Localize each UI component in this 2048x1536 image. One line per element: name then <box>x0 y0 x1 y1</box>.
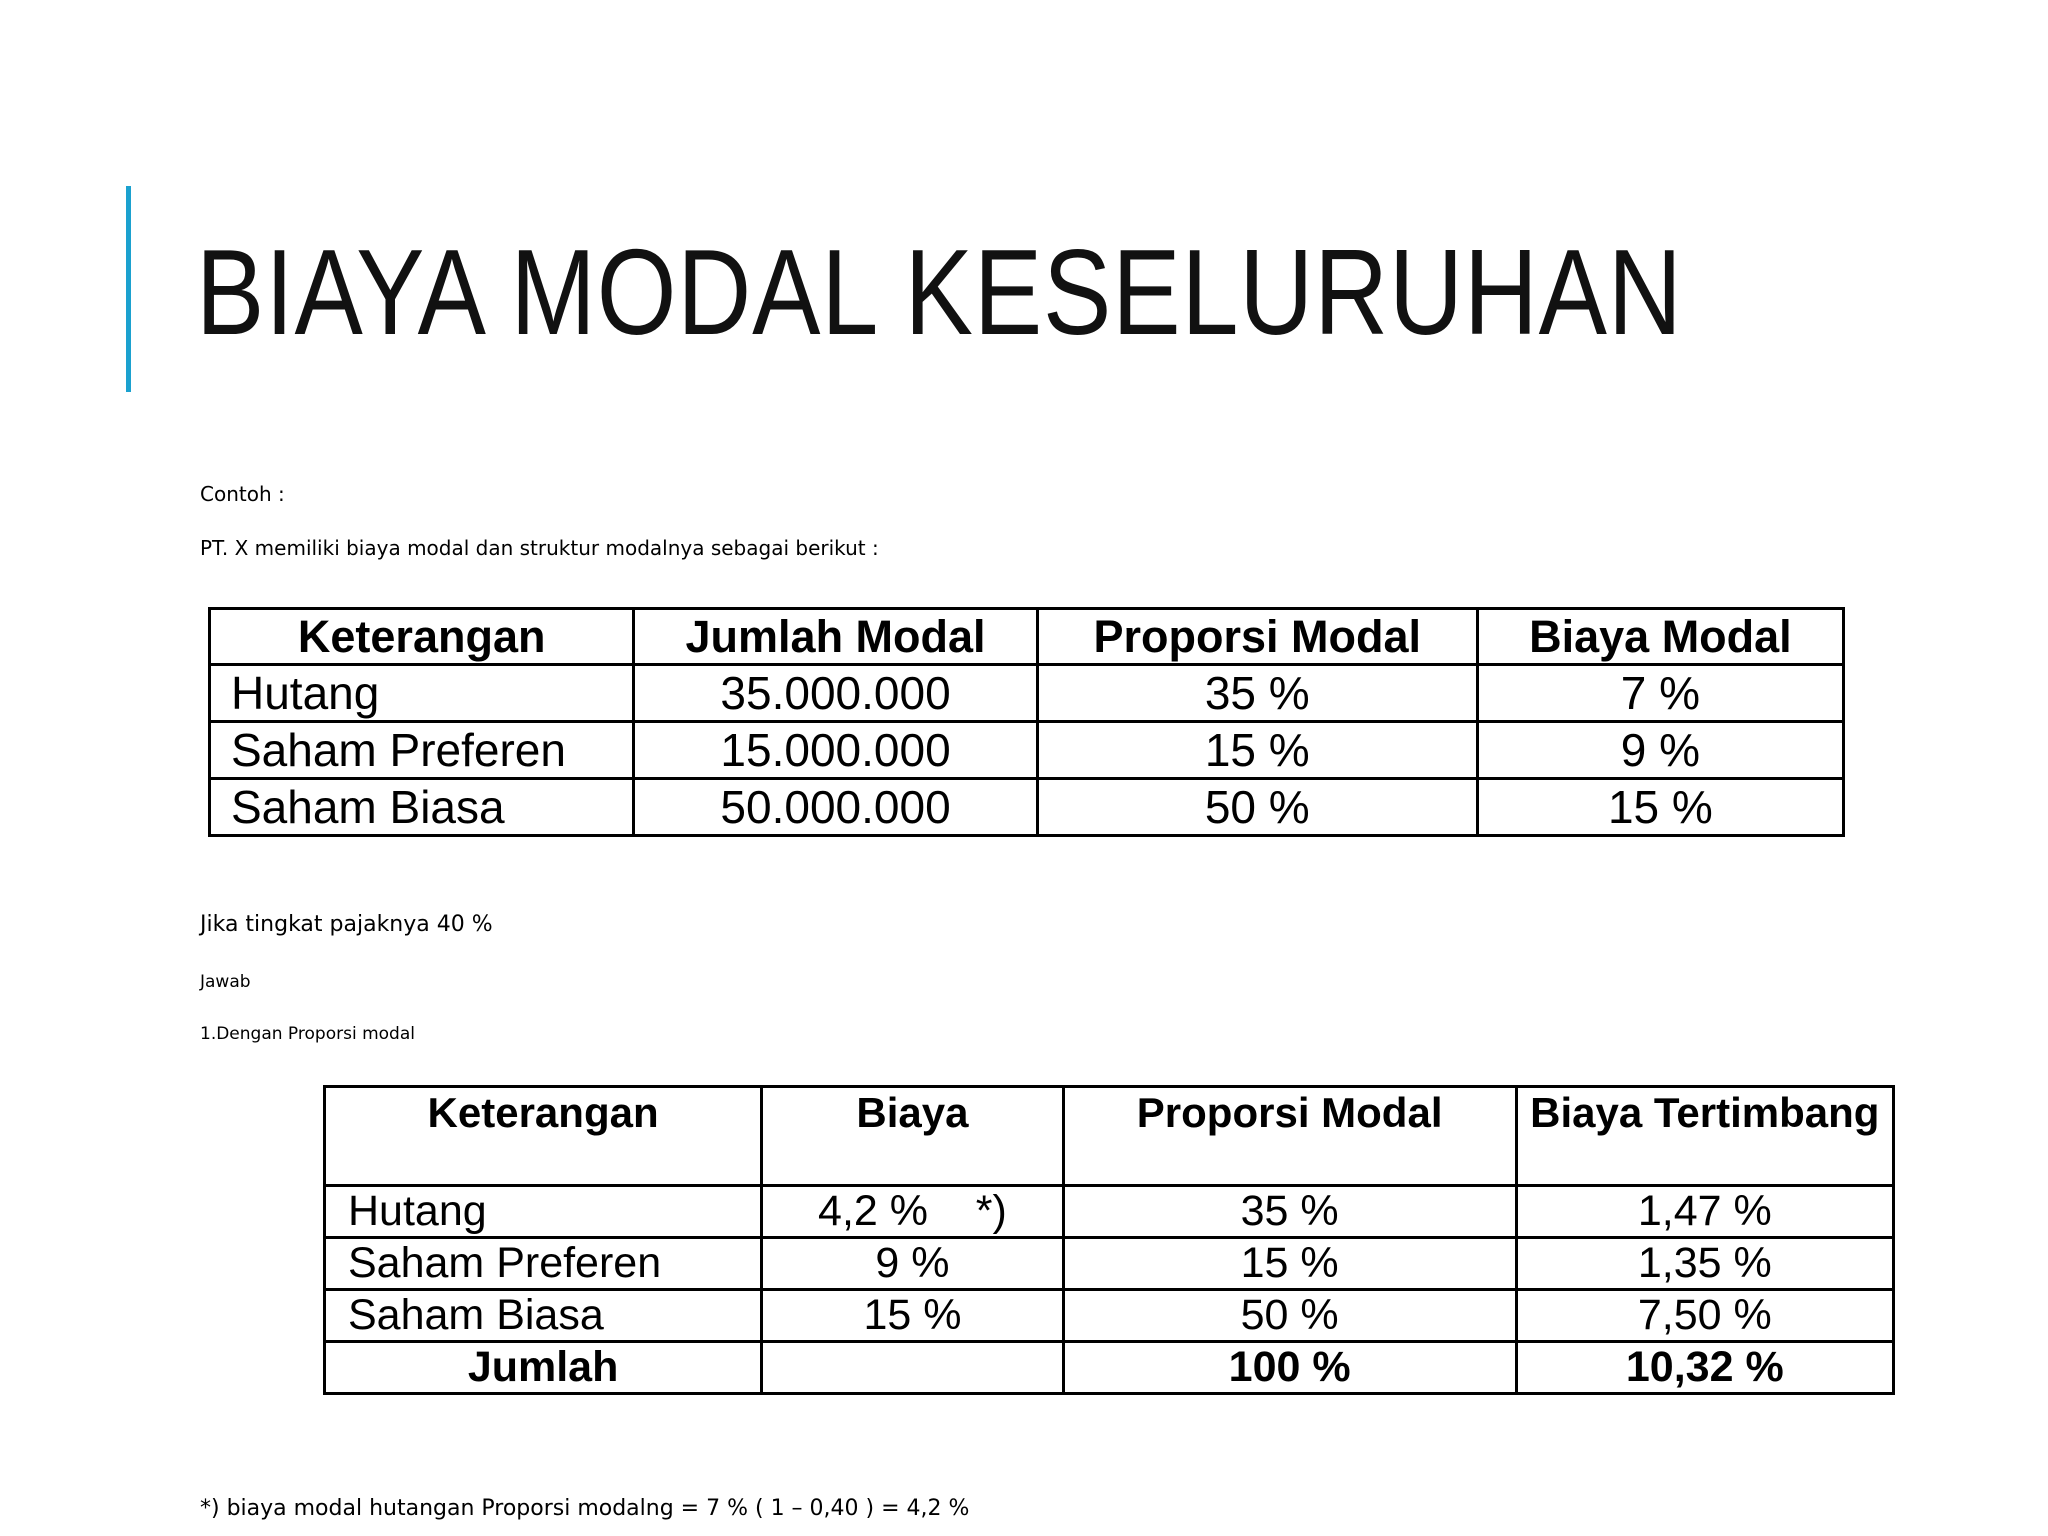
table-cell: 35 % <box>1037 665 1477 722</box>
table-cell: Hutang <box>325 1186 762 1238</box>
weighted-cost-table <box>323 1085 1895 1395</box>
table-cell: 35.000.000 <box>634 665 1037 722</box>
header-cell: Keterangan <box>325 1087 762 1186</box>
answer-label: Jawab <box>200 972 251 992</box>
table-cell: Hutang <box>210 665 634 722</box>
table-cell: 15 % <box>1063 1238 1516 1290</box>
accent-bar <box>126 186 131 392</box>
header-cell: Keterangan <box>210 609 634 665</box>
table-header-row <box>325 1087 1894 1186</box>
header-cell: Jumlah Modal <box>634 609 1037 665</box>
table-cell: Saham Biasa <box>210 779 634 836</box>
table-cell: 50.000.000 <box>634 779 1037 836</box>
header-cell: Biaya <box>762 1087 1064 1186</box>
table-cell <box>762 1342 1064 1394</box>
tax-rate-text: Jika tingkat pajaknya 40 % <box>200 912 493 937</box>
method-label: 1.Dengan Proporsi modal <box>200 1024 415 1044</box>
table-row <box>210 665 1844 722</box>
table-cell: 9 % <box>1477 722 1843 779</box>
table-cell: 15 % <box>1477 779 1843 836</box>
table-cell: 50 % <box>1063 1290 1516 1342</box>
header-cell: Proporsi Modal <box>1037 609 1477 665</box>
table-cell: 100 % <box>1063 1342 1516 1394</box>
example-label: Contoh : <box>200 482 285 506</box>
table-cell: Saham Biasa <box>325 1290 762 1342</box>
table-row <box>325 1290 1894 1342</box>
table-header-row <box>210 609 1844 665</box>
footnote: *) biaya modal hutangan Proporsi modalng = 7 % ( 1 – 0,40 ) = 4,2 % <box>200 1496 970 1521</box>
header-cell: Proporsi Modal <box>1063 1087 1516 1186</box>
header-cell: Biaya Modal <box>1477 609 1843 665</box>
table-row <box>325 1238 1894 1290</box>
table-cell: Saham Preferen <box>210 722 634 779</box>
table-row <box>325 1186 1894 1238</box>
table-cell: 15.000.000 <box>634 722 1037 779</box>
table-cell: 1,35 % <box>1516 1238 1893 1290</box>
table-cell: Jumlah <box>325 1342 762 1394</box>
table-cell: 1,47 % <box>1516 1186 1893 1238</box>
table-cell: 35 % <box>1063 1186 1516 1238</box>
table-cell: 15 % <box>762 1290 1064 1342</box>
table-cell: 4,2 % *) <box>762 1186 1064 1238</box>
table-cell: 15 % <box>1037 722 1477 779</box>
table-cell: 7,50 % <box>1516 1290 1893 1342</box>
capital-structure-table <box>208 607 1845 837</box>
table-cell: 10,32 % <box>1516 1342 1893 1394</box>
table-row <box>210 722 1844 779</box>
table-cell: Saham Preferen <box>325 1238 762 1290</box>
slide-title: BIAYA MODAL KESELURUHAN <box>196 224 1683 360</box>
table-cell: 50 % <box>1037 779 1477 836</box>
table-row <box>210 779 1844 836</box>
example-statement: PT. X memiliki biaya modal dan struktur modalnya sebagai berikut : <box>200 536 879 560</box>
table-total-row <box>325 1342 1894 1394</box>
table-cell: 7 % <box>1477 665 1843 722</box>
header-cell: Biaya Tertimbang <box>1516 1087 1893 1186</box>
table-cell: 9 % <box>762 1238 1064 1290</box>
